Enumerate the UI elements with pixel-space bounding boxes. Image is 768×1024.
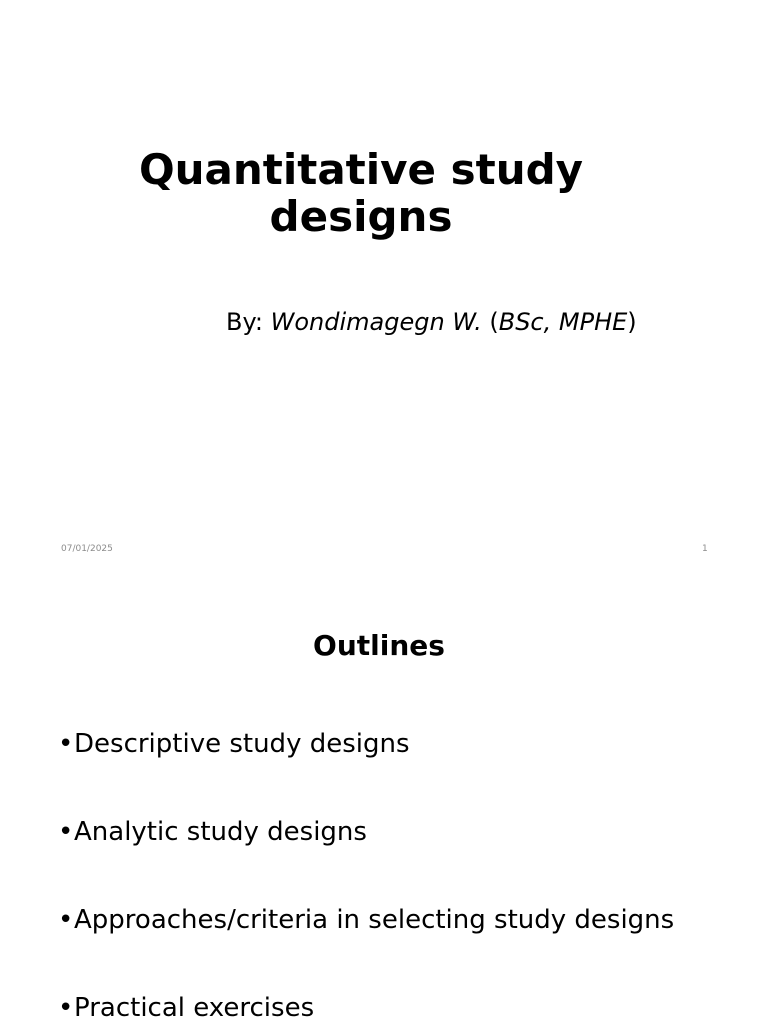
page-number: 1: [702, 544, 708, 554]
bullet-glyph: •: [58, 817, 74, 847]
credentials-open: (: [481, 308, 499, 336]
bullet-glyph: •: [58, 993, 74, 1023]
bullet-glyph: •: [58, 729, 74, 759]
list-item-text: Analytic study designs: [74, 817, 367, 847]
author-name: Wondimagegn W.: [270, 308, 482, 336]
list-item-text: Approaches/criteria in selecting study designs: [74, 905, 675, 935]
footer-date: 07/01/2025: [61, 544, 113, 554]
bullet-glyph: •: [58, 905, 74, 935]
list-item: [58, 728, 410, 760]
title-line-1: Quantitative study: [138, 145, 584, 194]
byline-prefix: By:: [226, 308, 271, 336]
slide-title: [0, 146, 722, 240]
slide-2: [0, 576, 768, 1024]
outline-title: Outlines: [313, 629, 445, 662]
title-line-2: designs: [269, 192, 453, 241]
list-item: [58, 816, 367, 848]
author-byline: [226, 307, 637, 337]
list-item: [58, 904, 674, 936]
list-item: [58, 992, 314, 1024]
list-item-text: Practical exercises: [74, 993, 315, 1023]
credentials-close: ): [627, 308, 637, 336]
list-item-text: Descriptive study designs: [74, 729, 410, 759]
author-credentials: BSc, MPHE: [498, 308, 628, 336]
